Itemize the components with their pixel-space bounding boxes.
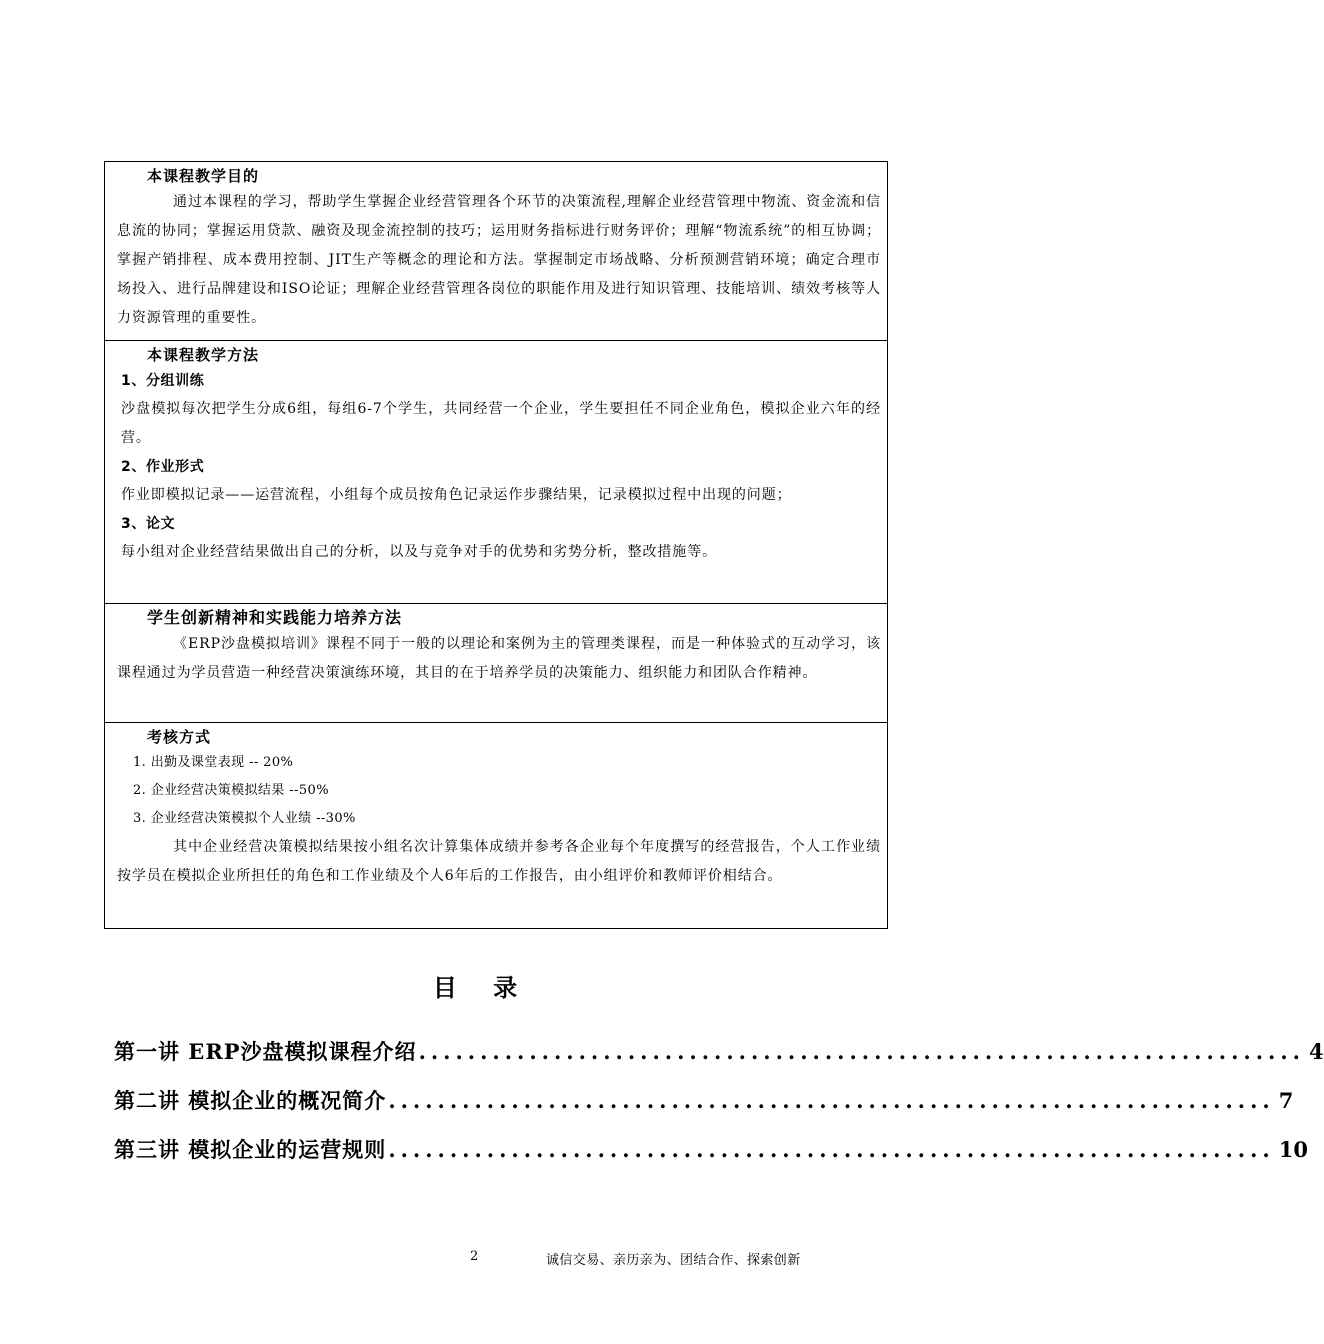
method-section — [105, 340, 887, 603]
course-info-table — [104, 161, 888, 929]
objective-body: 通过本课程的学习，帮助学生掌握企业经营管理各个环节的决策流程,理解企业经营管理中物流、资金流和信息流的协同；掌握运用贷款、融资及现金流控制的技巧；运用财务指标进行财务评价；理解“物流系统”的相互协调；掌握产销排程、成本费用控制、JIT生产等概念的理论和方法。掌握制定市场战略、分析预测营销环境；确定合理市场投入、进行品牌建设和ISO论证；理解企业经营管理各岗位的职能作用及进行知识管理、技能培训、绩效考核等人力资源管理的重要性。 — [117, 194, 881, 326]
assessment-body: 其中企业经营决策模拟结果按小组名次计算集体成绩并参考各企业每个年度撰写的经营报告，个人工作业绩按学员在模拟企业所担任的角色和工作业绩及个人6年后的工作报告，由小组评价和教师评价相结合。 — [117, 839, 881, 884]
method-item-text: 每小组对企业经营结果做出自己的分析，以及与竞争对手的优势和劣势分析，整改措施等。 — [121, 544, 717, 560]
objective-section — [105, 162, 887, 340]
toc-title: 目 录 — [432, 974, 532, 1002]
innovation-title: 学生创新精神和实践能力培养方法 — [147, 608, 403, 627]
assessment-line: 2. 企业经营决策模拟结果 --50% — [133, 783, 329, 798]
toc-entry[interactable] — [114, 1134, 1308, 1170]
innovation-body: 《ERP沙盘模拟培训》课程不同于一般的以理论和案例为主的管理类课程，而是一种体验式的互动学习，该课程通过为学员营造一种经营决策演练环境，其目的在于培养学员的决策能力、组织能力和团队合作精神。 — [117, 636, 881, 681]
toc-entry[interactable] — [114, 1085, 1294, 1121]
toc-entry-label: 第一讲 ERP沙盘模拟课程介绍 — [114, 1039, 417, 1064]
toc-leader: ........................................................................ — [418, 1039, 1305, 1064]
page-number: 2 — [470, 1249, 479, 1264]
method-item-text: 沙盘模拟每次把学生分成6组，每组6-7个学生，共同经营一个企业，学生要担任不同企业角色，模拟企业六年的经营。 — [121, 401, 881, 446]
toc-entry-page: 7 — [1278, 1088, 1294, 1113]
toc-entry-label: 第二讲 模拟企业的概况简介 — [114, 1088, 387, 1113]
footer-motto: 诚信交易、亲历亲为、团结合作、探索创新 — [546, 1253, 801, 1268]
toc-leader: ........................................................................ — [388, 1137, 1275, 1162]
method-item-text: 作业即模拟记录——运营流程，小组每个成员按角色记录运作步骤结果，记录模拟过程中出现的问题； — [121, 487, 792, 503]
method-title: 本课程教学方法 — [147, 346, 260, 364]
toc-entry-page: 4 — [1308, 1039, 1324, 1064]
toc-leader: ........................................................................ — [388, 1088, 1275, 1113]
method-item-heading: 2、作业形式 — [121, 459, 205, 475]
assessment-line: 1. 出勤及课堂表现 -- 20% — [133, 755, 294, 770]
toc-entry-label: 第三讲 模拟企业的运营规则 — [114, 1137, 387, 1162]
method-item-heading: 3、论文 — [121, 516, 176, 532]
assessment-section — [105, 722, 887, 928]
toc-entry-page: 10 — [1278, 1137, 1308, 1162]
objective-title: 本课程教学目的 — [147, 167, 260, 185]
assessment-line: 3. 企业经营决策模拟个人业绩 --30% — [133, 811, 356, 826]
assessment-title: 考核方式 — [147, 728, 212, 746]
method-item-heading: 1、分组训练 — [121, 373, 205, 389]
toc-entry[interactable] — [114, 1036, 1324, 1072]
innovation-section — [105, 603, 887, 722]
